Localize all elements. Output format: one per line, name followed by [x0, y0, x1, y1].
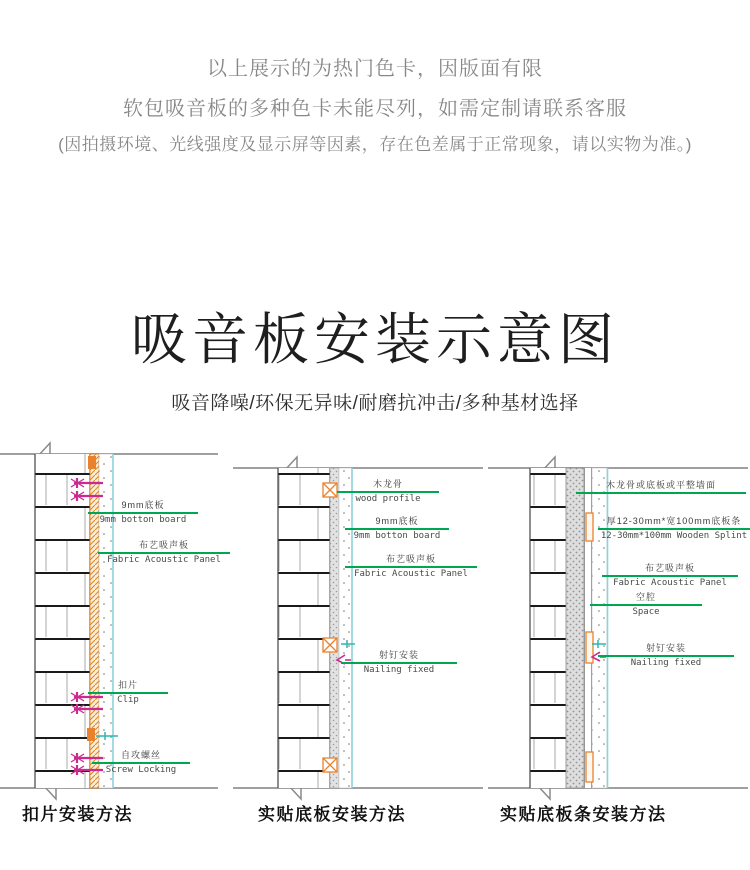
diagram-clip-install	[0, 440, 232, 802]
label-nailing-fixed: 射钉安装 Nailing fixed	[341, 648, 457, 675]
clip-top	[88, 456, 96, 469]
label-screw-locking: 自攻螺丝 Screw Locking	[92, 748, 190, 775]
label-wood-profile: 木龙骨 wood profile	[337, 477, 439, 504]
clip-middle	[87, 728, 95, 741]
brick-wall	[530, 468, 566, 788]
caption-board-install: 实贴底板安装方法	[258, 805, 406, 824]
label-nailing-fixed: 射钉安装 Nailing fixed	[598, 641, 734, 668]
label-clip: 扣片 Clip	[88, 678, 168, 705]
diagram-board-install	[233, 440, 489, 802]
bottom-board-layer	[330, 468, 339, 788]
notice-line-1: 以上展示的为热门色卡，因版面有限	[207, 58, 543, 80]
brick-wall	[278, 468, 330, 788]
page-subtitle: 吸音降噪/环保无异味/耐磨抗冲击/多种基材选择	[171, 393, 579, 414]
label-fabric-panel: 布艺吸声板 Fabric Acoustic Panel	[98, 538, 230, 565]
label-bottom-board: 9mm底板 9mm botton board	[345, 514, 449, 541]
brick-wall	[35, 454, 90, 788]
label-base-surface: 木龙骨或底板或平整墙面	[576, 478, 746, 495]
caption-batten-install: 实贴底板条安装方法	[500, 805, 667, 824]
caption-clip-install: 扣片安装方法	[22, 805, 133, 824]
notice-line-3: (因拍摄环境、光线强度及显示屏等因素，存在色差属于正常现象，请以实物为准。)	[58, 135, 692, 154]
notice-line-2: 软包吸音板的多种色卡未能尽列，如需定制请联系客服	[123, 98, 627, 120]
base-layer	[566, 468, 584, 788]
label-cavity-space: 空腔 Space	[590, 590, 702, 617]
page-title: 吸音板安装示意图	[131, 308, 619, 371]
label-fabric-panel: 布艺吸声板 Fabric Acoustic Panel	[345, 552, 477, 579]
diagram-batten-install	[488, 440, 750, 802]
label-fabric-panel: 布艺吸声板 Fabric Acoustic Panel	[602, 561, 738, 588]
label-wooden-splint: 厚12-30mm*宽100mm底板条 12-30mm*100mm Wooden Splint	[598, 514, 750, 541]
label-bottom-board: 9mm底板 9mm botton board	[88, 498, 198, 525]
